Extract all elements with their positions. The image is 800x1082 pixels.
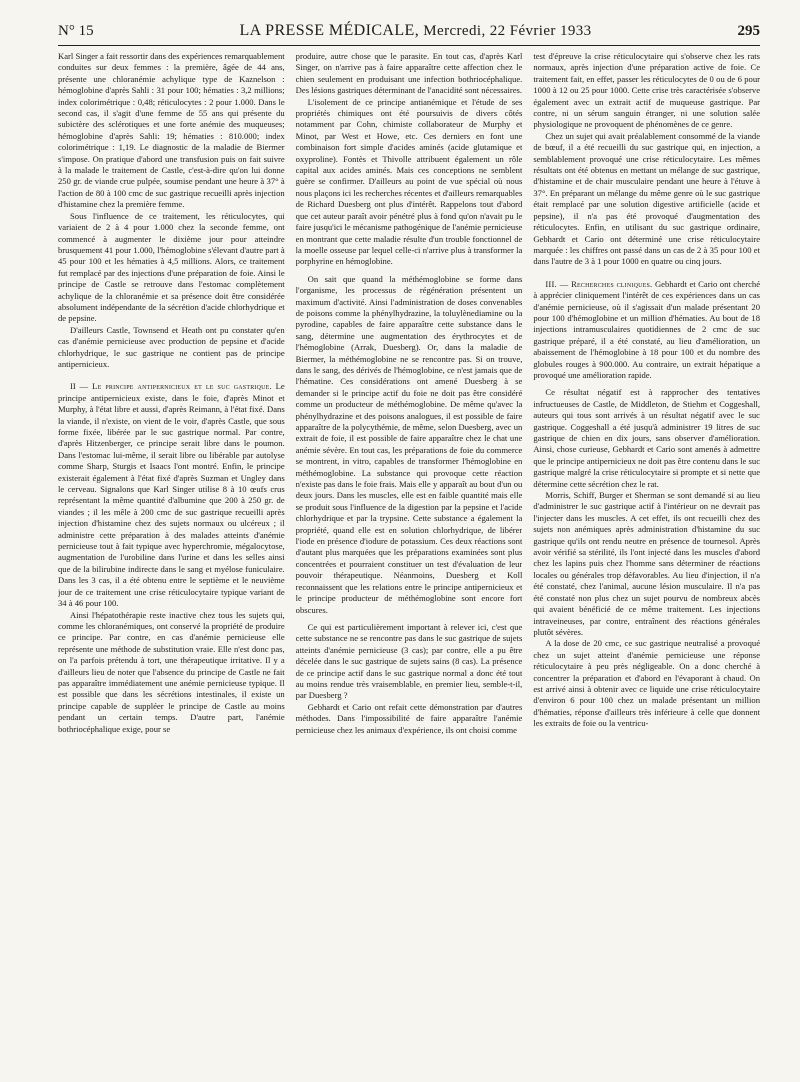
paragraph: Ainsi l'hépatothérapie reste inactive chez tous les sujets qui, comme les chloranémiques, ont conservé la propriété de produire ce principe. Par contre, en cas d'anémie pernicieuse elle représente une méthode de substitution vraie. Elle n'est donc pas, on l'a parfois prétendu à tort, une thérapeutique irritative. Il y a d'ailleurs lieu de noter que l'absence du principe de Castle ne fait pas apparaître immédiatement une anémie pernicieuse typique. Il est possible que dans les sécrétions intestinales, il existe un principe capable de suppléer le principe de Castle au moins pendant un certain temps. D'autre part, l'anémie bothriocéphalique exige, pour se [58, 609, 285, 734]
issue-number: N° 15 [58, 23, 94, 39]
section-body: Le principe antipernicieux existe, dans le foie, d'après Minot et Murphy, à l'état libre et aussi, d'après Reimann, à l'état fixé. Dans la viande, il n'existe, on vient de le voir, d'après Castle, que sous forme fixée, libérée par le suc gastrique normal. Par contre, d'après Hitzenberger, ce principe serait libre dans le poumon. Dans l'estomac lui-même, il serait libre ou libérable par autolyse comme Sharp, Sturgis et Isaacs l'ont montré. Enfin, le principe existerait également à l'état fixé d'après Suzman et Ungley dans le cerveau. Signalons que Karl Singer utilise 8 à 10 œufs crus représentant la même quantité d'albumine que 200 à 250 gr. de viandes ; il les mêle à 200 cmc de suc gastrique recueilli après injection d'histamine chez des sujets normaux ou ulcéreux ; il administre cette préparation à des malades atteints d'anémie pernicieuse tout à fait typique avec hyperchromie, mégalocytose, augmentation de l'urobiline dans l'urine et dans les selles ainsi que de la bilirubine indirecte dans le sang et myélose funiculaire. Dans les 3 cas, il a été obtenu entre le septième et le neuvième jour de ce traitement une crise réticulocytaire typique variant de 34 à 46 pour 100. [58, 381, 285, 609]
paragraph: Chez un sujet qui avait préalablement consommé de la viande de bœuf, il a été recueilli du suc gastrique qui, en injection, a semblablement provoqué une crise réticulocytaire. Les mêmes résultats ont été obtenus en mettant un mélange de suc gastrique, d'histamine et de chair musculaire pendant une heure à l'étuve à 37°. En préparant un mélange du même genre où le suc gastrique était remplacé par une solution digestive artificielle (acide et pepsine), il n'a pas été provoqué d'augmentation des réticulocytes. Enfin, en utilisant du suc gastrique ordinaire, Gebhardt et Cario ont déterminé une crise réticulocytaire marquée : les chiffres ont passé dans un cas de 2 à 35 pour 100 et dans l'autre de 3 à 1 pour 1000 en quatre ou cinq jours. [533, 130, 761, 267]
running-title [240, 22, 592, 40]
section-body: Gebhardt et Cario ont cherché à apprécier cliniquement l'intérêt de ces expériences dans un cas d'anémie pernicieuse, où il s'agissait d'un malade présentant 20 pour 100 d'hémoglobine et un million d'hématies. Au bout de 18 injections intramusculaires quotidiennes de 2 cmc de suc gastrique préparé, il a été constaté, au lieu d'amélioration, un abaissement de l'hémoglobine à 18 pour 100 et du nombre des globules rouges à 900.000. Au contraire, un extrait hépatique a provoqué une amélioration rapide. [533, 278, 761, 380]
paragraph: produire, autre chose que le parasite. En tout cas, d'après Karl Singer, on n'arrive pas à faire apparaître cette affection chez le chien seulement en produisant une infection bothriocéphalique. Des lésions gastriques déterminant de l'anacidité sont nécessaires. [295, 51, 523, 96]
paragraph: Karl Singer a fait ressortir dans des expériences remarquablement conduites sur deux femmes : la première, âgée de 44 ans, présente une chloranémie achylique type de Kaznelson : hémoglobine d'après Sahli : 31 pour 100; hématies : 3,2 millions; index colorimétrique : 0,48; réticulocytes : 2 pour 1.000. Dans le second cas, il s'agit d'une femme de 55 ans qui présente du subictère des sclérotiques et une forte anémie des muqueuses; hémoglobine d'après Sahli: 19; hématies : 810.000; index colorimétrique : 1,19. Le diagnostic de la maladie de Biermer s'impose. On pratique d'abord une transfusion puis on fait suivre à la malade le traitement de Castle, c'est-à-dire qu'on lui donne 250 gr. de viande crue pulpée, soumise pendant une heure à 37° à l'action de 80 à 100 cmc de suc gastrique recueilli après injection d'histamine chez la première femme. [58, 51, 285, 210]
column-3 [533, 51, 760, 736]
column-1 [58, 51, 285, 736]
paragraph: Gebhardt et Cario ont refait cette démonstration par d'autres méthodes. Dans l'impossibilité de faire apparaître l'anémie pernicieuse chez les animaux d'expérience, ils ont choisi comme [295, 701, 523, 735]
text-columns [58, 51, 760, 736]
section-heading: III. — Recherches cliniques. [545, 278, 653, 289]
paragraph: Sous l'influence de ce traitement, les réticulocytes, qui variaient de 2 à 4 pour 1.000 chez la seconde femme, ont commencé à augmenter le dixième jour pour atteindre brusquement 41 pour 1.000, l'hémoglobine s'élevant d'autre part à 45 pour 100 et les hématies à 4,5 millions. Alors, ce traitement fut remplacé par des injections d'une préparation de foie. Ainsi le principe de Castle se retrouve dans l'estomac complètement achylique de la chloranémie et sa présence doit être considérée absolument indépendante de la sécrétion d'acide chlorhydrique et de pepsine. [58, 210, 285, 324]
page-header [58, 22, 760, 46]
column-2 [296, 51, 523, 736]
paragraph: Ce résultat négatif est à rapprocher des tentatives infructueuses de Castle, de Middleton, de Stiehm et Coggeshall, auteurs qui tous sont arrivés à un résultat négatif avec le suc gastrique. Coggeshall a été jusqu'à administrer 19 litres de suc gastrique de chien en dix jours, sans observer d'amélioration. Ainsi, chose curieuse, Gebhardt et Cario sont amenés à admettre que le principe antipernicieux ne doit pas être contenu dans le suc gastrique malgré la crise réticulocytaire si prompte et si nette que détermine cette sécrétion chez le rat. [533, 387, 761, 489]
journal-title: LA PRESSE MÉDICALE, [239, 22, 420, 39]
paragraph: A la dose de 20 cmc, ce suc gastrique neutralisé a provoqué chez un sujet atteint d'anémie pernicieuse une réponse réticulocytaire à peu près négligeable. On a donc cherché à concentrer la préparation et d'abord en l'évaporant à chaud. On est arrivé ainsi à obtenir avec ce liquide une crise réticulocytaire d'environ 6 pour 100 chez un malade présentant un million d'hématies, réponse d'ailleurs très inférieure à celle que donnent les extraits de foie ou la ventricu- [533, 638, 761, 729]
paragraph: test d'épreuve la crise réticulocytaire qui s'observe chez les rats normaux, après injection d'une préparation active de foie. Ce traitement fait, en effet, passer les réticulocytes de 0 ou de 6 pour 1000 à 12 ou 25 pour 1000. Cette crise très caractérisée s'observe également avec un extrait actif de muqueuse gastrique. Par contre, ni un sérum sanguin étranger, ni une solution salée physiologique ne provoquent de phénomènes de ce genre. [533, 51, 761, 130]
issue-date: Mercredi, 22 Février 1933 [423, 23, 592, 39]
section-paragraph [533, 279, 760, 382]
paragraph: Morris, Schiff, Burger et Sherman se sont demandé si au lieu d'administrer le suc gastrique actif à l'intérieur on ne devrait pas l'injecter dans les muscles. A cet effet, ils ont recueilli chez des sujets non anémiques après administration d'histamine du suc gastrique qu'ils ont rendu neutre en présence de tournesol. Après avoir vérifié sa stérilité, ils l'ont injecté dans les muscles d'abord chez les lapins puis chez l'homme sans déterminer de réactions locales ou générales trop défavorables. Au lieu d'injection, il n'a été constaté, chez l'animal, aucune lésion musculaire. Il n'a pas été constaté non plus chez un sujet pourvu de nombreux abcès qui avaient bénéficié de ce même traitement. Les injections intraveineuses, par contre, entraînent des réactions générales plutôt sévères. [533, 490, 761, 637]
paragraph: Ce qui est particulièrement important à relever ici, c'est que cette substance ne se rencontre pas dans le suc gastrique de sujets atteints d'anémie pernicieuse (3 cas); par contre, elle a pu être décelée dans le suc gastrique de sujets sains (8 cas). La présence de ce principe actif dans le suc gastrique normal a donc été tout au moins rendue très vraisemblable, en premier lieu, semble-t-il, par Duesberg ? [295, 621, 523, 701]
paragraph: L'isolement de ce principe antianémique et l'étude de ses propriétés chimiques ont été poursuivis de divers côtés notamment par Cohn, chimiste collaborateur de Murphy et Minot, par West et Howe, etc. Ces derniers en font une combinaison fort simple d'acides aminés (acide glutamique et oxyproline). Fontès et Thivolle attribuent également un rôle capital aux acides aminés. Mais ces conceptions ne semblent guère se confirmer. D'ailleurs au point de vue spécial où nous nous plaçons ici les recherches récentes et d'ailleurs remarquables de Richard Duesberg ont plus d'intérêt. Rappelons tout d'abord que cet auteur paraît avoir pénétré plus à fond qu'on n'avait pu le faire jusqu'ici le mécanisme pathogénique de l'anémie pernicieuse en montrant que cette maladie résulte d'un trouble fonctionnel de la moelle osseuse par lequel celle-ci n'arrive plus à transformer la porphyrine en hémoglobine. [295, 96, 523, 267]
page-number: 295 [737, 23, 760, 39]
section-heading: — Le principe antipernicieux et le suc gastrique. [79, 381, 272, 392]
paragraph: On sait que quand la méthémoglobine se forme dans l'organisme, les processus de régénération présentent un maximum d'activité. Ainsi l'administration de doses convenables de poisons comme la phénylhydrazine, la toluylènediamine ou la pyrodine, capables de faire apparaître cette substance dans le sang, détermine une augmentation des érythrocytes et de l'hémoglobine (Arrak, Duesberg). Or, dans la maladie de Biermer, la méthémoglobine ne se rencontre pas. Si on trouve, dans le sang, des dérivés de l'hémoglobine, ce n'est jamais que de l'hématine. Ces considérations ont amené Duesberg à se demander si le principe actif du foie ne doit pas être considéré comme un producteur de méthémoglobine. De même qu'avec la phénylhydrazine et des poisons analogues, il est possible de faire apparaître de la polycythémie, de même, selon Duesberg, avec un extrait de foie, il est possible de faire apparaître chez le chat une anémie sévère. En tout cas, les préparations de foie du commerce se montrent, in vitro, capables de transformer l'hémoglobine en méthémoglobine. La substance qui provoque cette réaction n'existe pas dans le foie frais. Mais elle y apparaît au bout d'un ou deux jours. Dans les muscles, elle est en faible quantité mais elle se produit sous l'influence de la digestion par la pepsine et l'acide chlorhydrique et par la trypsine. Cette substance a également la propriété, quand elle est en solution chlorhydrique, de libérer l'iode en présence d'iodure de potassium. Ces deux réactions sont d'autant plus marquées que les préparations examinées sont plus concentrées et pourraient constituer un test d'évaluation de leur pouvoir thérapeutique. Néanmoins, Duesberg et Koll reconnaissent que les relations entre le principe antipernicieux et le principe producteur de méthémoglobine sont encore fort obscures. [295, 273, 523, 615]
paragraph: D'ailleurs Castle, Townsend et Heath ont pu constater qu'en cas d'anémie pernicieuse avec production de pepsine et d'acide chlorhydrique, le suc gastrique ne contient pas de principe antipernicieux. [58, 324, 285, 369]
section-paragraph: II — Le principe antipernicieux et le suc gastrique. Le principe antipernicieux existe, dans le foie, d'après Minot et Murphy, à l'état libre et aussi, d'après Reimann, à l'état fixé. Dans la viande, il n'existe, on vient de le voir, d'après Castle, que sous forme fixée, libérée par le suc gastrique normal. Par contre, d'après Hitzenberger, ce principe serait libre dans le poumon. Dans l'estomac lui-même, il serait libre ou libérable par autolyse comme Sharp, Sturgis et Isaacs l'ont montré. Enfin, le principe existerait également à l'état fixé d'après Suzman et Ungley dans le cerveau. Signalons que Karl Singer utilise 8 à 10 œufs crus représentant la même quantité d'albumine que 200 à 250 gr. de viandes ; il les mêle à 200 cmc de suc gastrique recueilli après injection d'histamine chez des sujets normaux ou ulcéreux ; il administre cette préparation à des malades atteints d'anémie pernicieuse tout à fait typique avec hyperchromie, mégalocytose, augmentation de l'urobiline dans l'urine et dans les selles ainsi que de la bilirubine indirecte dans le sang et myélose funiculaire. Dans les 3 cas, il a été obtenu entre le septième et le neuvième jour de ce traitement une crise réticulocytaire typique variant de 34 à 46 pour 100. [58, 381, 285, 609]
